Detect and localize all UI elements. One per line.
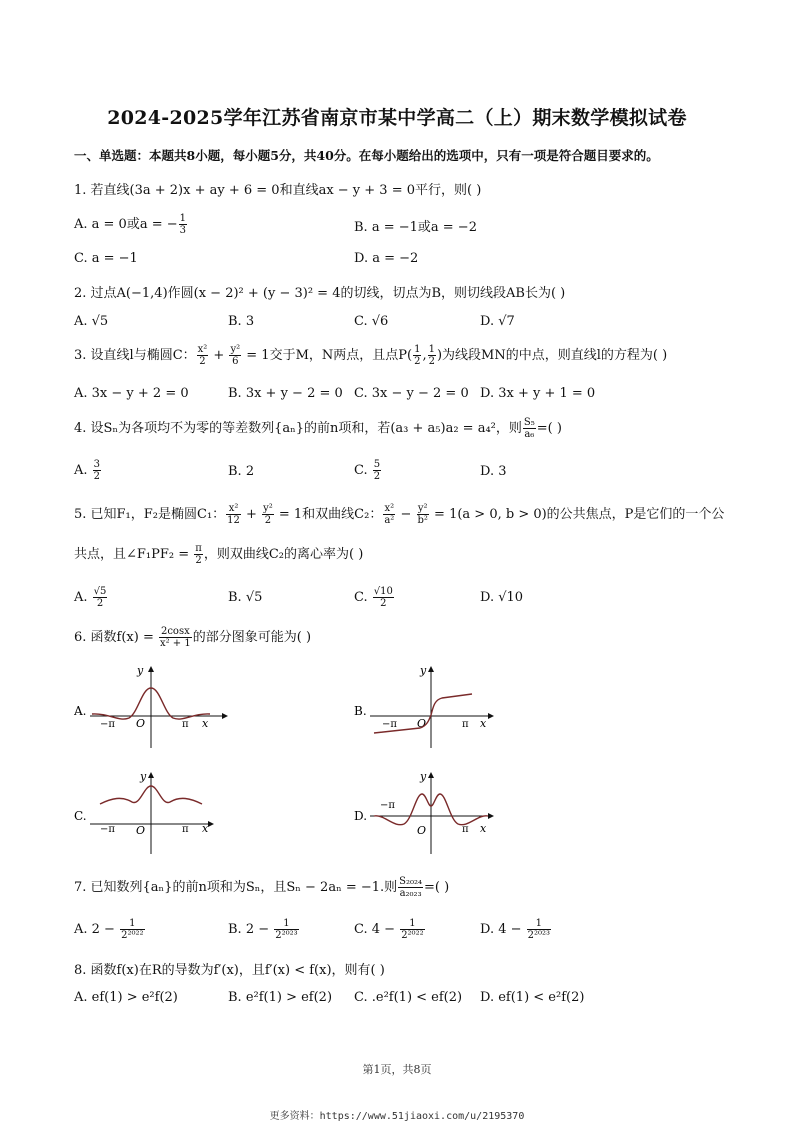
question-5-stem-line1 bbox=[74, 503, 724, 526]
question-1-stem: 1. 若直线(3a + 2)x + ay + 6 = 0和直线ax − y + 3 = 0平行，则( ) bbox=[74, 183, 482, 198]
origin-label: O bbox=[417, 824, 427, 837]
question-8-option-b: B. e²f(1) > ef(2) bbox=[228, 990, 333, 1005]
fraction bbox=[428, 344, 436, 367]
question-7-stem bbox=[74, 876, 449, 899]
denominator: a² bbox=[384, 515, 395, 526]
question-6-option-d bbox=[354, 766, 514, 858]
fraction bbox=[229, 344, 241, 367]
numerator: y² bbox=[230, 344, 241, 355]
fraction bbox=[197, 344, 209, 367]
question-2-option-a: A. √5 bbox=[74, 314, 109, 329]
question-6-option-a bbox=[74, 660, 234, 752]
fraction bbox=[179, 213, 187, 236]
numerator: y² bbox=[417, 503, 428, 514]
option-label: C. bbox=[74, 809, 87, 823]
numerator: S₅ bbox=[523, 417, 535, 428]
numerator: 1 bbox=[179, 213, 187, 224]
numerator: 1 bbox=[428, 344, 435, 355]
question-8-option-c: C. .e²f(1) < ef(2) bbox=[354, 990, 463, 1005]
y-label: y bbox=[420, 664, 427, 677]
x-axis-arrow bbox=[488, 813, 494, 819]
fraction bbox=[398, 876, 423, 899]
question-1-option-b: B. a = −1或a = −2 bbox=[354, 220, 477, 235]
y-axis-arrow bbox=[428, 772, 434, 778]
fraction bbox=[159, 626, 192, 649]
operator: + bbox=[209, 348, 229, 363]
question-7-option-c bbox=[354, 918, 426, 941]
numerator: 1 bbox=[527, 918, 551, 930]
y-label: y bbox=[137, 664, 144, 677]
fraction bbox=[527, 918, 551, 941]
denominator: 2 bbox=[93, 471, 101, 482]
pi-label: π bbox=[462, 824, 469, 835]
question-4-option-c bbox=[354, 459, 382, 482]
denominator: a₆ bbox=[524, 429, 535, 440]
numerator: 1 bbox=[274, 918, 298, 930]
denominator: 2 bbox=[373, 471, 381, 482]
x-axis-arrow bbox=[488, 713, 494, 719]
denominator: 2²⁰²² bbox=[121, 930, 144, 941]
denominator: 6 bbox=[232, 356, 239, 367]
x-label: x bbox=[202, 822, 209, 835]
question-4-stem bbox=[74, 417, 562, 440]
stem-text: 3. 设直线l与椭圆C： bbox=[74, 348, 196, 363]
option-label: C. 4 − bbox=[354, 922, 400, 937]
numerator: π bbox=[195, 543, 202, 554]
fraction bbox=[400, 918, 424, 941]
question-2-stem: 2. 过点A(−1,4)作圆(x − 2)² + (y − 3)² = 4的切线，切点为B，则切线段AB长为( ) bbox=[74, 286, 566, 301]
numerator: 3 bbox=[93, 459, 101, 470]
option-label: A. bbox=[74, 590, 92, 605]
fraction bbox=[226, 503, 241, 526]
question-2-option-d: D. √7 bbox=[480, 314, 515, 329]
question-8-option-a: A. ef(1) > e²f(2) bbox=[74, 990, 178, 1005]
fraction bbox=[262, 503, 274, 526]
denominator: 2 bbox=[199, 356, 206, 367]
page-title: 2024-2025学年江苏省南京市某中学高二（上）期末数学模拟试卷 bbox=[107, 107, 687, 129]
denominator: x² + 1 bbox=[159, 638, 191, 649]
stem-text: )为线段MN的中点，则直线l的方程为( ) bbox=[436, 348, 668, 363]
question-7-option-a bbox=[74, 918, 146, 941]
fraction bbox=[413, 344, 421, 367]
comma: , bbox=[422, 348, 427, 363]
option-label: A. bbox=[74, 704, 87, 718]
option-label: A. bbox=[74, 463, 92, 478]
stem-text: 6. 函数f(x) = bbox=[74, 630, 158, 645]
y-axis-arrow bbox=[428, 666, 434, 672]
section-header: 一、单选题：本题共8小题，每小题5分，共40分。在每小题给出的选项中，只有一项是符合题目要求的。 bbox=[74, 148, 659, 163]
numerator: 1 bbox=[414, 344, 421, 355]
question-7-option-d bbox=[480, 918, 552, 941]
y-label: y bbox=[140, 770, 147, 783]
option-label: C. bbox=[354, 463, 372, 478]
stem-text: =( ) bbox=[424, 880, 450, 895]
stem-text: 7. 已知数列{aₙ}的前n项和为Sₙ，且Sₙ − 2aₙ = −1.则 bbox=[74, 880, 398, 895]
numerator: x² bbox=[384, 503, 395, 514]
neg-pi-label: −π bbox=[100, 824, 115, 835]
y-axis-arrow bbox=[148, 666, 154, 672]
fraction bbox=[523, 417, 536, 440]
denominator: 2 bbox=[380, 598, 387, 609]
fraction bbox=[93, 586, 108, 609]
question-5-option-b: B. √5 bbox=[228, 590, 263, 605]
origin-label: O bbox=[136, 824, 146, 837]
y-axis-arrow bbox=[148, 772, 154, 778]
fraction bbox=[274, 918, 298, 941]
question-3-option-a: A. 3x − y + 2 = 0 bbox=[74, 386, 189, 401]
fraction bbox=[120, 918, 144, 941]
numerator: 1 bbox=[120, 918, 144, 930]
question-2-option-b: B. 3 bbox=[228, 314, 255, 329]
numerator: √10 bbox=[373, 586, 393, 597]
denominator: 12 bbox=[227, 515, 240, 526]
option-label: A. 2 − bbox=[74, 922, 120, 937]
option-label: C. bbox=[354, 590, 372, 605]
fraction bbox=[373, 586, 394, 609]
denominator: 2 bbox=[428, 356, 435, 367]
option-label: D. bbox=[354, 809, 368, 823]
stem-text: = 1交于M，N两点，且点P( bbox=[242, 348, 413, 363]
question-3-option-d: D. 3x + y + 1 = 0 bbox=[480, 386, 596, 401]
denominator: 2 bbox=[414, 356, 421, 367]
x-label: x bbox=[480, 717, 487, 730]
question-7-option-b bbox=[228, 918, 300, 941]
question-2-option-c: C. √6 bbox=[354, 314, 389, 329]
denominator: a₂₀₂₃ bbox=[399, 888, 422, 899]
denominator: 2²⁰²² bbox=[401, 930, 424, 941]
numerator: x² bbox=[197, 344, 208, 355]
denominator: 2 bbox=[264, 515, 272, 526]
denominator: 2 bbox=[195, 555, 202, 566]
question-3-stem bbox=[74, 344, 667, 367]
stem-text: 共点，且∠F₁PF₂ = bbox=[74, 547, 194, 562]
footer-link[interactable]: 更多资料：https://www.51jiaoxi.com/u/2195370 bbox=[269, 1111, 525, 1122]
question-3-option-c: C. 3x − y − 2 = 0 bbox=[354, 386, 469, 401]
question-1-option-c: C. a = −1 bbox=[74, 251, 138, 266]
denominator: 2²⁰²³ bbox=[527, 930, 551, 941]
graph-d bbox=[354, 766, 514, 858]
stem-text: = 1和双曲线C₂： bbox=[274, 507, 383, 522]
denominator: 3 bbox=[179, 225, 187, 236]
option-label: B. bbox=[354, 704, 367, 718]
pi-label: π bbox=[462, 719, 469, 730]
option-label: D. 4 − bbox=[480, 922, 526, 937]
question-4-option-a bbox=[74, 459, 102, 482]
question-5-option-c bbox=[354, 586, 395, 609]
fraction bbox=[194, 543, 203, 566]
question-5-option-d: D. √10 bbox=[480, 590, 524, 605]
fraction bbox=[383, 503, 395, 526]
stem-text: =( ) bbox=[536, 421, 562, 436]
numerator: x² bbox=[226, 503, 241, 515]
fraction bbox=[417, 503, 429, 526]
question-6-option-b bbox=[354, 660, 514, 752]
question-4-option-b: B. 2 bbox=[228, 464, 255, 479]
question-6-stem bbox=[74, 626, 311, 649]
numerator: S₂₀₂₄ bbox=[399, 876, 423, 887]
question-8-stem: 8. 函数f(x)在R的导数为f′(x)，且f′(x) < f(x)，则有( ) bbox=[74, 963, 385, 978]
graph-c bbox=[74, 766, 234, 858]
x-axis-arrow bbox=[222, 713, 228, 719]
numerator: y² bbox=[263, 503, 273, 514]
stem-text: = 1(a > 0, b > 0)的公共焦点，P是它们的一个公 bbox=[429, 507, 725, 522]
numerator: 2cosx bbox=[160, 626, 190, 637]
stem-text: 的部分图象可能为( ) bbox=[192, 630, 312, 645]
neg-pi-label: −π bbox=[382, 719, 397, 730]
numerator: 1 bbox=[400, 918, 424, 930]
y-label: y bbox=[420, 770, 427, 783]
question-1-option-d: D. a = −2 bbox=[354, 251, 419, 266]
denominator: 2²⁰²³ bbox=[275, 930, 298, 941]
origin-label: O bbox=[417, 717, 427, 730]
option-text: A. a = 0或a = − bbox=[74, 217, 178, 232]
fraction bbox=[373, 459, 381, 482]
stem-text: 4. 设Sₙ为各项均不为零的等差数列{aₙ}的前n项和，若(a₃ + a₅)a₂ = a₄²，则 bbox=[74, 421, 522, 436]
option-label: B. 2 − bbox=[228, 922, 274, 937]
denominator: 2 bbox=[96, 598, 104, 609]
x-label: x bbox=[480, 822, 487, 835]
x-label: x bbox=[202, 717, 209, 730]
numerator: 5 bbox=[373, 459, 381, 470]
pi-label: π bbox=[182, 824, 189, 835]
graph-a bbox=[74, 660, 234, 752]
question-5-option-a bbox=[74, 586, 108, 609]
question-8-option-d: D. ef(1) < e²f(2) bbox=[480, 990, 585, 1005]
fraction bbox=[93, 459, 101, 482]
question-4-option-d: D. 3 bbox=[480, 464, 507, 479]
question-6-option-c bbox=[74, 766, 234, 858]
stem-text: 5. 已知F₁，F₂是椭圆C₁： bbox=[74, 507, 226, 522]
pi-label: π bbox=[182, 719, 189, 730]
graph-b bbox=[354, 660, 514, 752]
question-1-option-a bbox=[74, 213, 188, 236]
operator: − bbox=[396, 507, 416, 522]
origin-label: O bbox=[136, 717, 146, 730]
numerator: √5 bbox=[93, 586, 107, 597]
question-5-stem-line2 bbox=[74, 543, 363, 566]
denominator: b² bbox=[417, 515, 428, 526]
neg-pi-label: −π bbox=[380, 800, 395, 811]
x-axis-arrow bbox=[208, 821, 214, 827]
stem-text: ，则双曲线C₂的离心率为( ) bbox=[203, 547, 364, 562]
question-3-option-b: B. 3x + y − 2 = 0 bbox=[228, 386, 343, 401]
operator: + bbox=[241, 507, 262, 522]
neg-pi-label: −π bbox=[100, 719, 115, 730]
page-number: 第1页，共8页 bbox=[362, 1063, 432, 1076]
